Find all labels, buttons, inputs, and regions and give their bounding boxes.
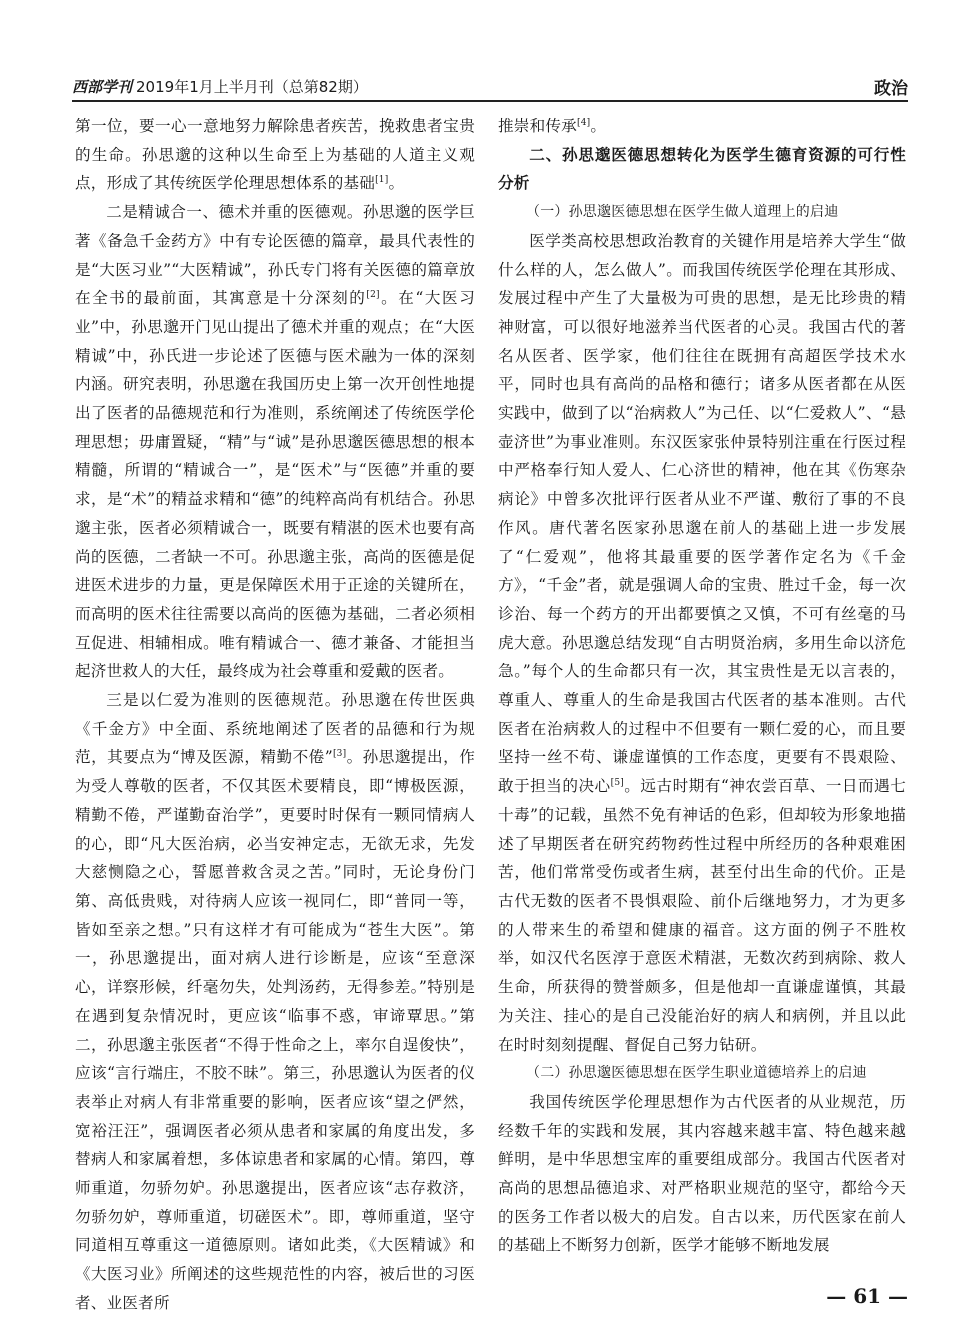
subsection-heading: （一）孙思邈医德思想在医学生做人道理上的启迪 [526,204,839,221]
paragraph: 推崇和传承[4]。 [498,117,607,135]
paragraph: 我国传统医学伦理思想作为古代医者的从业规范，历经数千年的实践和发展，其内容越来越丰富、特色越来越鲜明，是中华思想宝库的重要组成部分。我国古代医者对高尚的思想品德追求、对严格职业规范的坚守，都给今天的医务工作者以极大的启发。自古以来，历代医家在前人的基础上不断努力创新，医学才能够不断地发展 [498,1092,906,1255]
section-label: 政治 [874,79,908,99]
journal-logo: 西部学刊 [72,78,133,96]
citation: [2] [366,290,380,301]
paragraph: 第一位，要一心一意地努力解除患者疾苦，挽救患者宝贵的生命。孙思邈的这种以生命至上为基础的人道主义观点，形成了其传统医学伦理思想体系的基础[1]。 [75,117,475,193]
section-heading: 二、孙思邈医德思想转化为医学生德育资源的可行性分析 [498,145,906,193]
subsection-heading: （二）孙思邈医德思想在医学生职业道德培养上的启迪 [526,1065,867,1082]
citation: [5] [610,777,624,788]
journal-issue [72,76,368,97]
paragraph: 医学类高校思想政治教育的关键作用是培养大学生“做什么样的人，怎么做人”。而我国传统医学伦理在其形成、发展过程中产生了大量极为可贵的思想，是无比珍贵的精神财富，可以很好地滋养当代医者的心灵。我国古代的著名从医者、医学家，他们往往在既拥有高超医学技术水平，同时也具有高尚的品格和德行；诸多从医者都在从医实践中，做到了以“治病救人”为己任、以“仁爱救人”、“悬壶济世”为事业准则。东汉医家张仲景特别注重在行医过程中严格奉行知人爱人、仁心济世的精神，他在其《伤寒杂病论》中曾多次批评行医者从业不严谨、敷衍了事的不良作风。唐代著名医家孙思邈在前人的基础上进一步发展了“仁爱观”，他将其最重要的医学著作定名为《千金方》，“千金”者，就是强调人命的宝贵、胜过千金，每一次诊治、每一个药方的开出都要慎之又慎，不可有丝毫的马虎大意。孙思邈总结发现“自古明贤治病，多用生命以济危急。”每个人的生命都只有一次，其宝贵性是无以言表的，尊重人、尊重人的生命是我国古代医者的基本准则。古代医者在治病救人的过程中不但要有一颗仁爱的心，而且要坚持一丝不苟、谦虚谨慎的工作态度，更要有不畏艰险、敢于担当的决心[5]。远古时期有“神农尝百草、一日而遇七十毒”的记载，虽然不免有神话的色彩，但却较为形象地描述了早期医者在研究药物药性过程中所经历的各种艰难困苦，他们常常受伤或者生病，甚至付出生命的代价。正是古代无数的医者不畏惧艰险、前仆后继地努力，才为更多的人带来生的希望和健康的福音。这方面的例子不胜枚举，如汉代名医淳于意医术精湛，无数次药到病除、救人生命，所获得的赞誉颇多，但是他却一直谦虚谨慎，其最为关注、挂心的是自己没能治好的病人和病例，并且以此在时时刻刻提醒、督促自己努力钻研。 [498,231,906,1054]
citation: [4] [576,117,591,128]
citation: [1] [375,175,389,186]
paragraph: 三是以仁爱为准则的医德规范。孙思邈在传世医典《千金方》中全面、系统地阐述了医者的品德和行为规范，其要点为“博及医源，精勤不倦”[3]。孙思邈提出，作为受人尊敬的医者，不仅其医术要精良，即“博极医源，精勤不倦，严谨勤奋治学”，更要时时保有一颗同情病人的心，即“凡大医治病，必当安神定志，无欲无求，先发大慈恻隐之心，誓愿普救含灵之苦。”同时，无论身份门第、高低贵贱，对待病人应该一视同仁，即“普同一等，皆如至亲之想。”只有这样才有可能成为“苍生大医”。第一，孙思邈提出，面对病人进行诊断是，应该“至意深心，详察形候，纤毫勿失，处判汤药，无得参差。”特别是在遇到复杂情况时，更应该“临事不惑，审谛覃思。”第二，孙思邈主张医者“不得于性命之上，率尔自逞俊快”，应该“言行端庄，不胶不昧”。第三，孙思邈认为医者的仪表举止对病人有非常重要的影响，医者应该“望之俨然，宽裕汪汪”，强调医者必须从患者和家属的角度出发，多替病人和家属着想，多体谅患者和家属的心情。第四，尊师重道，勿骄勿妒。孙思邈提出，医者应该“志存救济，勿骄勿妒，尊师重道，切磋医术”。即，尊师重道，坚守同道相互尊重这一道德原则。诸如此类，《大医精诚》和《大医习业》所阐述的这些规范性的内容，被后世的习医者、业医者所 [75,691,475,1312]
citation: [3] [332,749,347,760]
right-column [498,112,906,1260]
paragraph: 二是精诚合一、德术并重的医德观。孙思邈的医学巨著《备急千金药方》中有专论医德的篇章，最具代表性的是“大医习业”“大医精诚”，孙氏专门将有关医德的篇章放在全书的最前面，其寓意是十分深刻的[2]。在“大医习业”中，孙思邈开门见山提出了德术并重的观点；在“大医精诚”中，孙氏进一步论述了医德与医术融为一体的深刻内涵。研究表明，孙思邈在我国历史上第一次开创性地提出了医者的品德规范和行为准则，系统阐述了传统医学伦理思想；毋庸置疑，“精”与“诚”是孙思邈医德思想的根本精髓，所谓的“精诚合一”，是“医术”与“医德”并重的要求，是“术”的精益求精和“德”的纯粹高尚有机结合。孙思邈主张，医者必须精诚合一，既要有精湛的医术也要有高尚的医德，二者缺一不可。孙思邈主张，高尚的医德是促进医术进步的力量，更是保障医术用于正途的关键所在，而高明的医术往往需要以高尚的医德为基础，二者必须相互促进、相辅相成。唯有精诚合一、德才兼备、才能担当起济世救人的大任，最终成为社会尊重和爱戴的医者。 [75,203,475,681]
running-header [72,72,908,102]
page-number: — 61 — [826,1284,908,1308]
issue-text: 2019年1月上半月刊（总第82期） [136,78,368,96]
left-column [75,112,475,1318]
